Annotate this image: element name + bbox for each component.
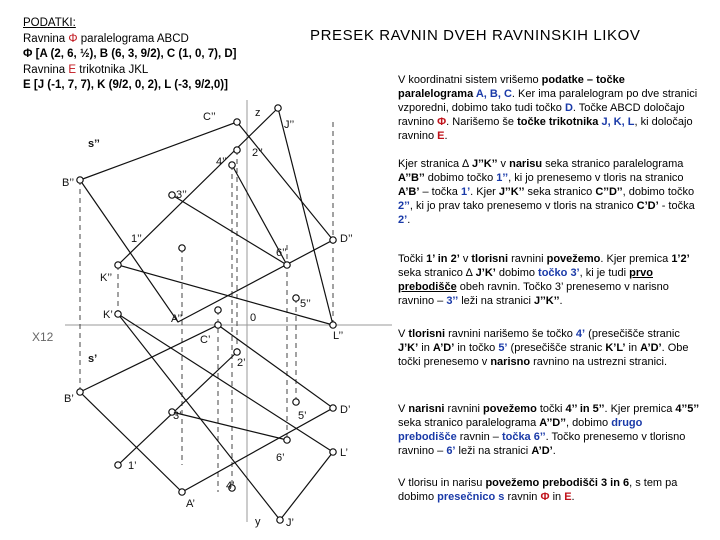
given-line-3: Ravnina E trikotnika JKL bbox=[23, 63, 149, 76]
paragraph-3: Točki 1’ in 2’ v tlorisni ravnini povežemo. Kjer premica 1’2’ seka stranico ∆ J’K’ dobimo točko 3’, ki je tudi prvo prebodišče obeh ravnin. Točko 3’ prenesemo v narisno ravnino – 3’’ leži na stranici J’’K’’. bbox=[398, 253, 690, 307]
label-x12-axis: X12 bbox=[32, 330, 54, 344]
label-B-top: B’ bbox=[64, 393, 74, 405]
given-data bbox=[23, 16, 237, 94]
label-1-top: 1’ bbox=[128, 460, 137, 472]
label-5-front: 5’’ bbox=[300, 298, 311, 310]
label-D-front: D’’ bbox=[340, 233, 353, 245]
label-s-top: s’ bbox=[88, 353, 98, 365]
label-y-axis: y bbox=[255, 516, 261, 528]
given-line-1: Ravnina Φ paralelograma ABCD bbox=[23, 32, 189, 45]
label-A-front: A’’ bbox=[171, 313, 183, 325]
given-line-4: E [J (-1, 7, 7), K (9/2, 0, 2), L (-3, 9/2,0)] bbox=[23, 79, 228, 91]
paragraph-4: V tlorisni ravnini narišemo še točko 4’ (presečišče stranic J’K’ in A’D’ in točko 5’ (presečišče stranic K’L’ in A’D’. Obe točki prenesemo v narisno ravnino na ustrezni stranici. bbox=[398, 328, 689, 368]
intersection-line-front bbox=[172, 195, 287, 265]
label-origin: 0 bbox=[250, 312, 257, 324]
label-s-front: s’’ bbox=[88, 138, 100, 150]
line-1-2-top bbox=[118, 352, 237, 465]
paragraph-5: V narisni ravnini povežemo točki 4’’ in 5’’. Kjer premica 4’’5’’ seka stranico paralelograma A’’D’’, dobimo drugo prebodišče ravnin – točka 6’’. Točko prenesemo v tlorisno ravnino – 6’ leži na stranici A’D’. bbox=[398, 403, 700, 457]
paragraph-1: V koordinatni sistem vrišemo podatke – točke paralelograma A, B, C. Ker ima paralelogram po dve stranici vzporedni, dobimo tako tudi točko D. Točke ABCD določajo ravnino Φ. Narišemo še točke trikotnika J, K, L, ki določajo ravnino E. bbox=[398, 74, 698, 142]
label-5-top: 5’ bbox=[298, 410, 307, 422]
label-2-top: 2’ bbox=[237, 357, 246, 369]
label-J-top: J’ bbox=[286, 517, 294, 529]
label-z-axis: z bbox=[255, 107, 261, 119]
label-B-front: B’’ bbox=[62, 177, 75, 189]
points bbox=[77, 105, 336, 523]
label-K-top: K’ bbox=[103, 309, 113, 321]
paragraph-6: V tlorisu in narisu povežemo prebodišči 3 in 6, s tem pa dobimo presečnico s ravnin Φ in E. bbox=[398, 477, 678, 503]
page-title: PRESEK RAVNIN DVEH RAVNINSKIH LIKOV bbox=[310, 27, 641, 44]
label-L-top: L’ bbox=[340, 447, 348, 459]
given-line-2: Φ [A (2, 6, ½), B (6, 3, 9/2), C (1, 0, 7), D] bbox=[23, 48, 237, 60]
label-4-front: 4’’ bbox=[216, 156, 227, 168]
label-3-front: 3’’ bbox=[176, 189, 187, 201]
label-C-top: C’ bbox=[200, 334, 211, 346]
label-C-front: C’’ bbox=[203, 111, 216, 123]
label-3-top: 3’ bbox=[173, 410, 182, 422]
label-1-front: 1’’ bbox=[131, 233, 142, 245]
label-K-front: K’’ bbox=[100, 272, 113, 284]
label-6-front: 6’’ bbox=[276, 247, 287, 259]
paragraph-2: Kjer stranica ∆ J’’K’’ v narisu seka stranico paralelograma A’’B’’ dobimo točko 1’’, ki jo prenesemo v tloris na stranico A’B’ – točka 1’. Kjer J’’K’’ seka stranico C’’D’’, dobimo točko 2’’, ki jo prav tako prenesemo v tloris na stranico C’D’ - točka 2’. bbox=[398, 158, 695, 226]
label-J-front: J’’ bbox=[284, 119, 295, 131]
label-4-top: 4’ bbox=[226, 480, 235, 492]
given-heading: PODATKI: bbox=[23, 17, 76, 29]
label-D-top: D’ bbox=[340, 404, 351, 416]
intersection-line-top bbox=[172, 412, 287, 440]
triangle-front bbox=[118, 108, 333, 325]
label-2-front: 2’’ bbox=[252, 147, 263, 159]
label-L-front: L’’ bbox=[333, 330, 344, 342]
label-6-top: 6’ bbox=[276, 452, 285, 464]
label-A-top: A’ bbox=[186, 498, 195, 510]
